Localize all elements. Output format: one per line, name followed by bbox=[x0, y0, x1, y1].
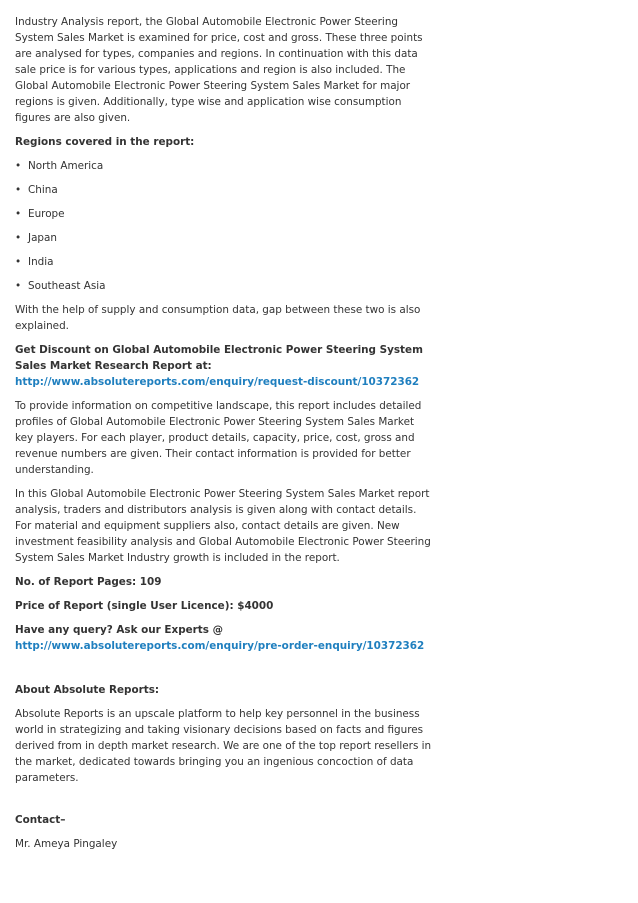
contact-name: Mr. Ameya Pingaley bbox=[15, 838, 118, 850]
bullet-icon: • bbox=[15, 160, 22, 172]
query-block bbox=[15, 622, 435, 654]
bullet-icon: • bbox=[15, 280, 22, 292]
list-item bbox=[15, 206, 435, 222]
discount-heading: Get Discount on Global Automobile Electronic Power Steering System Sales Market Research Report at: bbox=[15, 344, 423, 372]
bullet-icon: • bbox=[15, 184, 22, 196]
list-item bbox=[15, 254, 435, 270]
region-label: Japan bbox=[28, 232, 57, 244]
contact-heading: Contact– bbox=[15, 814, 66, 826]
document-page bbox=[15, 14, 435, 860]
discount-link[interactable]: http://www.absolutereports.com/enquiry/request-discount/10372362 bbox=[15, 376, 420, 388]
list-item bbox=[15, 182, 435, 198]
query-link[interactable]: http://www.absolutereports.com/enquiry/pre-order-enquiry/10372362 bbox=[15, 640, 425, 652]
region-label: Southeast Asia bbox=[28, 280, 106, 292]
spacer bbox=[15, 662, 435, 682]
bullet-icon: • bbox=[15, 208, 22, 220]
discount-block bbox=[15, 342, 435, 390]
list-item bbox=[15, 230, 435, 246]
spacer bbox=[15, 794, 435, 812]
about-paragraph: Absolute Reports is an upscale platform to help key personnel in the business world in strategizing and taking visionary decisions based on facts and figures derived from in depth market research. We are one of the top report resellers in the market, dedicated towards bringing you an ingenious concoction of data parameters. bbox=[15, 708, 432, 784]
bullet-icon: • bbox=[15, 232, 22, 244]
report-pages: No. of Report Pages: 109 bbox=[15, 576, 162, 588]
query-heading: Have any query? Ask our Experts @ bbox=[15, 624, 223, 636]
region-label: India bbox=[28, 256, 54, 268]
bullet-icon: • bbox=[15, 256, 22, 268]
region-label: China bbox=[28, 184, 58, 196]
about-heading: About Absolute Reports: bbox=[15, 684, 160, 696]
regions-heading: Regions covered in the report: bbox=[15, 136, 195, 148]
distributors-paragraph: In this Global Automobile Electronic Power Steering System Sales Market report analysis, traders and distributors analysis is given along with contact details. For material and equipment suppliers also, contact details are given. New investment feasibility analysis and Global Automobile Electronic Power Steering System Sales Market Industry growth is included in the report. bbox=[15, 488, 431, 564]
list-item bbox=[15, 158, 435, 174]
regions-list bbox=[15, 158, 435, 294]
competitive-paragraph: To provide information on competitive landscape, this report includes detailed profiles of Global Automobile Electronic Power Steering System Sales Market key players. For each player, product details, capacity, price, cost, gross and revenue numbers are given. Their contact information is provided for better understanding. bbox=[15, 400, 422, 476]
intro-paragraph: Industry Analysis report, the Global Automobile Electronic Power Steering System Sales Market is examined for price, cost and gross. These three points are analysed for types, companies and regions. In continuation with this data sale price is for various types, applications and region is also included. The Global Automobile Electronic Power Steering System Sales Market for major regions is given. Additionally, type wise and application wise consumption figures are also given. bbox=[15, 16, 423, 124]
region-label: North America bbox=[28, 160, 104, 172]
list-item bbox=[15, 278, 435, 294]
report-price: Price of Report (single User Licence): $4000 bbox=[15, 600, 274, 612]
region-label: Europe bbox=[28, 208, 65, 220]
supply-paragraph: With the help of supply and consumption data, gap between these two is also explained. bbox=[15, 304, 421, 332]
